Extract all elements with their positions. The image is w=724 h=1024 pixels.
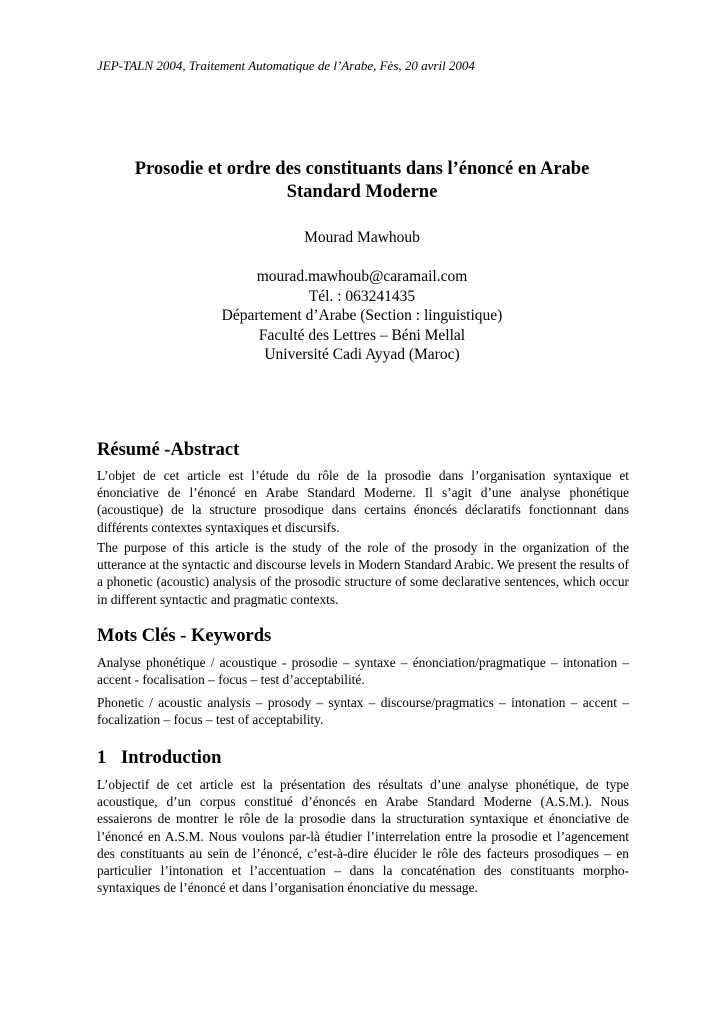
keywords-fr: Analyse phonétique / acoustique - prosodie – syntaxe – énonciation/pragmatique – intonation – accent - focalisation – focus – test d’acceptabilité. <box>97 655 629 688</box>
section-number: 1 <box>97 748 107 768</box>
author-block <box>100 228 624 364</box>
author-phone: Tél. : 063241435 <box>308 287 416 305</box>
paper-title <box>70 158 654 204</box>
paper-title-line-1: Prosodie et ordre des constituants dans l’énoncé en Arabe <box>134 159 590 179</box>
keywords-heading: Mots Clés - Keywords <box>97 626 272 646</box>
abstract-fr: L’objet de cet article est l’étude du rôle de la prosodie dans l’organisation syntaxique et énonciative de l’énoncé en Arabe Standard Moderne. Il s’agit d’une analyse phonétique (acoustique) de la structure prosodique dans certains énoncés déclaratifs fonctionnant dans différents contextes syntaxiques et discursifs. <box>97 468 629 535</box>
keywords-en: Phonetic / acoustic analysis – prosody – syntax – discourse/pragmatics – intonation – accent – focalization – focus – test of acceptability. <box>97 695 629 728</box>
author-email: mourad.mawhoub@caramail.com <box>256 268 468 286</box>
abstract-heading: Résumé -Abstract <box>97 440 240 460</box>
introduction-text: L’objectif de cet article est la présentation des résultats d’une analyse phonétique, de type acoustique, d’un corpus constitué d’énoncés en Arabe Standard Moderne (A.S.M.). Nous essaierons de montrer le rôle de la prosodie dans la structuration syntaxique et énonciative de l’énoncé en A.S.M. Nous voulons par-là étudier l’interrelation entre la prosodie et l’agencement des constituants au sein de l’énoncé, c’est-à-dire élucider le rôle des facteurs prosodiques – en particulier l’intonation et l’accentuation – dans la concaténation des constituants morpho-syntaxiques de l’énoncé et dans l’organisation énonciative du message. <box>97 777 629 896</box>
paper-title-line-2: Standard Moderne <box>286 182 438 202</box>
author-faculty: Faculté des Lettres – Béni Mellal <box>258 326 466 344</box>
author-department: Département d’Arabe (Section : linguistique) <box>221 307 503 325</box>
author-name: Mourad Mawhoub <box>304 229 420 246</box>
running-header: JEP-TALN 2004, Traitement Automatique de l’Arabe, Fès, 20 avril 2004 <box>97 58 475 73</box>
section-title: Introduction <box>121 748 222 768</box>
introduction-heading <box>97 748 221 769</box>
abstract-en: The purpose of this article is the study of the role of the prosody in the organization of the utterance at the syntactic and discourse levels in Modern Standard Arabic. We present the results of a phonetic (acoustic) analysis of the prosodic structure of some declarative sentences, which occur in different syntactic and pragmatic contexts. <box>97 540 629 607</box>
author-university: Université Cadi Ayyad (Maroc) <box>264 346 460 364</box>
